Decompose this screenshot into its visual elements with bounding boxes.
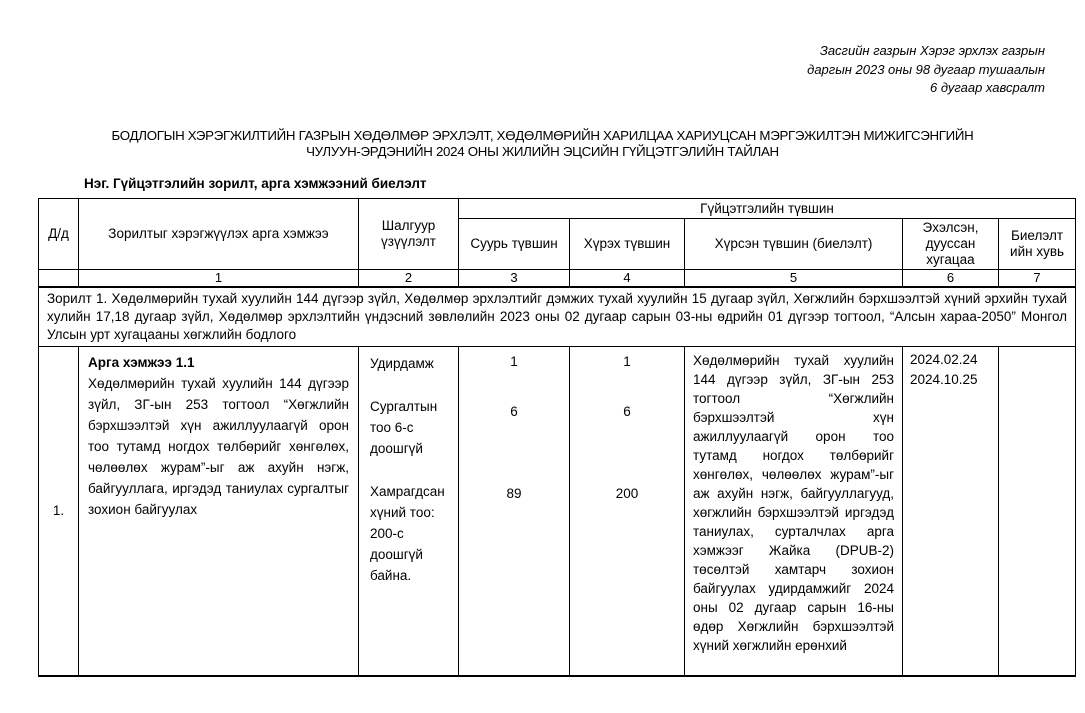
measure-data-row bbox=[39, 346, 1076, 676]
row-number-cell bbox=[39, 346, 79, 676]
achieved-level-cell bbox=[685, 346, 903, 676]
col-header-indicator: Шалгуур үзүүлэлт bbox=[359, 199, 459, 270]
column-number-1: 1 bbox=[79, 270, 359, 287]
col-header-target-level: Хүрэх түвшин bbox=[570, 219, 685, 270]
column-number-blank bbox=[39, 270, 79, 287]
column-number-7: 7 bbox=[999, 270, 1076, 287]
percent-value bbox=[999, 347, 1075, 675]
measure-cell bbox=[79, 346, 359, 676]
base-value-2: 6 bbox=[510, 403, 518, 419]
base-level-cell bbox=[459, 346, 570, 676]
period-end-date: 2024.10.25 bbox=[910, 371, 978, 387]
target-value-3: 200 bbox=[615, 485, 639, 501]
performance-report-table bbox=[38, 198, 1076, 677]
measure-text: Хөдөлмөрийн тухай хуулийн 144 дүгээр зүйл, ЗГ-ын 253 тогтоол “Хөгжлийн бэрхшээлтэй хүн ажиллуулаагүй орон тоо тутамд ногдох төлбөрийг хөнгөлөх, чөлөөлөх журам”-ыг аж ахуйн нэгж, байгууллага, иргэдэд таниулах сургалтыг зохион байгуулах bbox=[88, 375, 349, 517]
goal-text: Зорилт 1. Хөдөлмөрийн тухай хуулийн 144 дүгээр зүйл, Хөдөлмөр эрхлэлтийг дэмжих тухай хуулийн 15 дугаар зүйл, Хөгжлийн бэрхшээлтэй хүний эрхийн тухай хулийн 17,18 дугаар зүйл, Хөдөлмөр эрхлэлтийн үндэсний зөвлөлийн 2023 оны 02 дугаар сарын 03-ны өдрийн 01 дүгээр тогтоол, “Алсын хараа-2050” Монгол Улсын урт хугацааны хөгжлийн бодлого bbox=[39, 287, 1076, 347]
annotation-line-1: Засгийн газрын Хэрэг эрхлэх газрын bbox=[819, 43, 1045, 58]
col-header-measure: Зорилтыг хэрэгжүүлэх арга хэмжээ bbox=[79, 199, 359, 270]
column-number-5: 5 bbox=[685, 270, 903, 287]
percent-cell bbox=[999, 346, 1076, 676]
column-number-6: 6 bbox=[903, 270, 999, 287]
target-level-cell bbox=[570, 346, 685, 676]
target-value-1: 1 bbox=[623, 353, 631, 369]
column-number-2: 2 bbox=[359, 270, 459, 287]
column-number-3: 3 bbox=[459, 270, 570, 287]
measure-title: Арга хэмжээ 1.1 bbox=[88, 354, 195, 370]
header-row-top bbox=[39, 199, 1076, 219]
indicator-item-2: Сургалтын тоо 6-с доошгүй bbox=[370, 398, 438, 456]
base-value-3: 89 bbox=[506, 485, 522, 501]
annotation-line-2: даргын 2023 оны 98 дугаар тушаалын bbox=[807, 61, 1045, 77]
indicator-item-3: Хамрагдсан хүний тоо: 200-с доошгүй байна. bbox=[370, 483, 445, 583]
col-header-achieved-level: Хүрсэн түвшин (биелэлт) bbox=[685, 219, 903, 270]
column-number-4: 4 bbox=[570, 270, 685, 287]
col-header-period: Эхэлсэн, дууссан хугацаа bbox=[903, 219, 999, 270]
section-heading: Нэг. Гүйцэтгэлийн зорилт, арга хэмжээний биелэлт bbox=[84, 176, 427, 191]
col-header-base-level: Суурь түвшин bbox=[459, 219, 570, 270]
indicator-item-1: Удирдамж bbox=[370, 355, 434, 371]
column-number-row bbox=[39, 270, 1076, 287]
achieved-text: Хөдөлмөрийн тухай хуулийн 144 дүгээр зүйл, ЗГ-ын 253 тогтоол “Хөгжлийн бэрхшээлтэй хүн ажиллуулаагүй орон тоо тутамд ногдох төлбөрийг хөнгөлөх, чөлөөлөх журам”-ыг аж ахуйн нэгж, байгууллагууд, хөгжлийн бэрхшээлтэй иргэдэд таниулах, сурталчлах арга хэмжээг Жайка (DPUB-2) төсөлтэй хамтарч зохион байгуулах удирдамжийг 2024 оны 02 дугаар сарын 16-ны өдөр Хөгжлийн бэрхшээлтэй хүний хөгжлийн ерөнхий bbox=[693, 352, 894, 653]
base-value-1: 1 bbox=[510, 353, 518, 369]
col-header-percent: Биелэлт ийн хувь bbox=[999, 219, 1076, 270]
document-title-line-2: ЧУЛУУН-ЭРДЭНИЙН 2024 ОНЫ ЖИЛИЙН ЭЦСИЙН ГҮЙЦЭТГЭЛИЙН ТАЙЛАН bbox=[306, 144, 779, 159]
document-title-line-1: БОДЛОГЫН ХЭРЭГЖИЛТИЙН ГАЗРЫН ХӨДӨЛМӨР ЭРХЛЭЛТ, ХӨДӨЛМӨРИЙН ХАРИЛЦАА ХАРИУЦСАН МЭРГЭЖИЛТЭН МИЖИГСЭНГИЙН bbox=[111, 128, 974, 143]
row-number: 1. bbox=[52, 503, 65, 518]
col-header-performance-span: Гүйцэтгэлийн түвшин bbox=[459, 199, 1076, 219]
annotation-line-3: 6 дугаар хавсралт bbox=[929, 80, 1045, 95]
target-value-2: 6 bbox=[623, 403, 631, 419]
col-header-num: Д/д bbox=[39, 199, 79, 270]
period-start-date: 2024.02.24 bbox=[910, 351, 978, 367]
indicator-cell bbox=[359, 346, 459, 676]
period-cell bbox=[903, 346, 999, 676]
goal-row bbox=[39, 287, 1076, 347]
document-title bbox=[0, 128, 1085, 160]
decree-annotation bbox=[807, 42, 1045, 98]
